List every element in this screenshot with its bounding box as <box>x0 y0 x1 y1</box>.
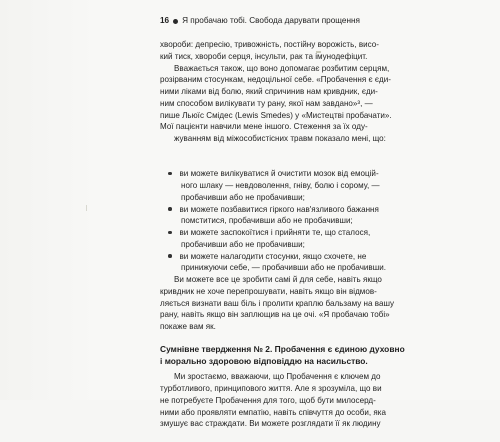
text-line: кий тиск, хвороби серця, інсульти, рак та імунодефіцит. <box>160 51 368 61</box>
margin-mark <box>86 205 87 211</box>
text-line: Ми зростаємо, вважаючи, що Пробачення є ключем до <box>174 372 381 382</box>
text-line <box>160 145 480 157</box>
text-line <box>160 430 480 442</box>
list-item: ви можете налагодити стосунки, якщо схочете, не <box>160 251 480 263</box>
text-line: Вважається також, що воно допомагає розбитим серцям, <box>174 63 390 73</box>
text-line: розірваним стосункам, недоцільної себе. «Пробачення є єди- <box>160 75 391 85</box>
text-line: турботливого, принципового життя. Але я зрозуміла, що ви <box>160 384 382 393</box>
text-line: пише Льюїс Смідес (Lewis Smedes) у «Мистецтві пробачати». <box>160 110 392 120</box>
section-heading: Сумнівне твердження № 2. Пробачення є єдиною духовно і морально здоровою відповіддю на насильство. <box>160 343 405 366</box>
text-line: ним способом вилікувати ту рану, якої нам завдано»³, — <box>160 98 373 108</box>
list-item-continuation: пробачивши або не пробачивши; <box>181 239 305 249</box>
list-item-continuation: принижуючи себе, — пробачивши або не пробачивши. <box>181 263 386 273</box>
list-item: ви можете позбавитися гіркого нав'язливого бажання <box>160 204 480 216</box>
text-line: ними або проявляти емпатію, навіть співчуття до особи, яка <box>160 407 386 417</box>
bullet-icon <box>168 207 172 211</box>
bullet-icon <box>168 172 172 176</box>
list-item: ви можете заспокоїтися і прийняти те, що сталося, <box>160 227 480 239</box>
bullet-separator-icon <box>173 19 178 24</box>
text-line: жуванням від міжособистісних травм показало мені, що: <box>174 134 386 143</box>
text-line: рану, навіть якщо він заплющив на це очі. «Я пробачаю тобі» <box>160 310 390 320</box>
list-item: ви можете вилікуватися й очистити мозок від емоцій- <box>160 168 480 180</box>
list-item-continuation: пробачивши або не пробачивши; <box>181 192 305 202</box>
text-line: кривдник не хоче перепрошувати, навіть якщо він відмов- <box>160 286 377 296</box>
text-line: Мої пацієнти навчили мене іншого. Стеження за їх оду- <box>160 122 368 132</box>
text-line: покаже вам як. <box>160 322 216 331</box>
running-header <box>160 16 480 26</box>
text-line: Ви можете все це зробити самі й для себе, навіть якщо <box>174 275 382 284</box>
text-line: не потребуєте Пробачення для того, щоб бути милосерд- <box>160 395 376 405</box>
text-line: змушує вас страждати. Ви можете розглядати її як людину <box>160 419 381 429</box>
list-item-continuation: помститися, пробачивши або не пробачивши; <box>181 216 353 226</box>
body-text <box>160 39 480 442</box>
text-line <box>160 157 480 169</box>
running-title: Я пробачаю тобі. Свобода дарувати прощення <box>182 16 360 25</box>
text-line: ними ліками від болю, який спричинив нам кривдник, єди- <box>160 87 378 96</box>
text-line: хвороби: депресію, тривожність, постійну ворожість, висо- <box>160 40 379 49</box>
text-line: ляється визнати ваш біль і пролити краплю бальзаму на вашу <box>160 298 394 308</box>
list-item-continuation: ного шлаку — невдоволення, гніву, болю і сорому, — <box>181 181 380 190</box>
page-number: 16 <box>160 16 170 25</box>
bullet-icon <box>168 254 172 258</box>
bullet-icon <box>168 231 172 235</box>
